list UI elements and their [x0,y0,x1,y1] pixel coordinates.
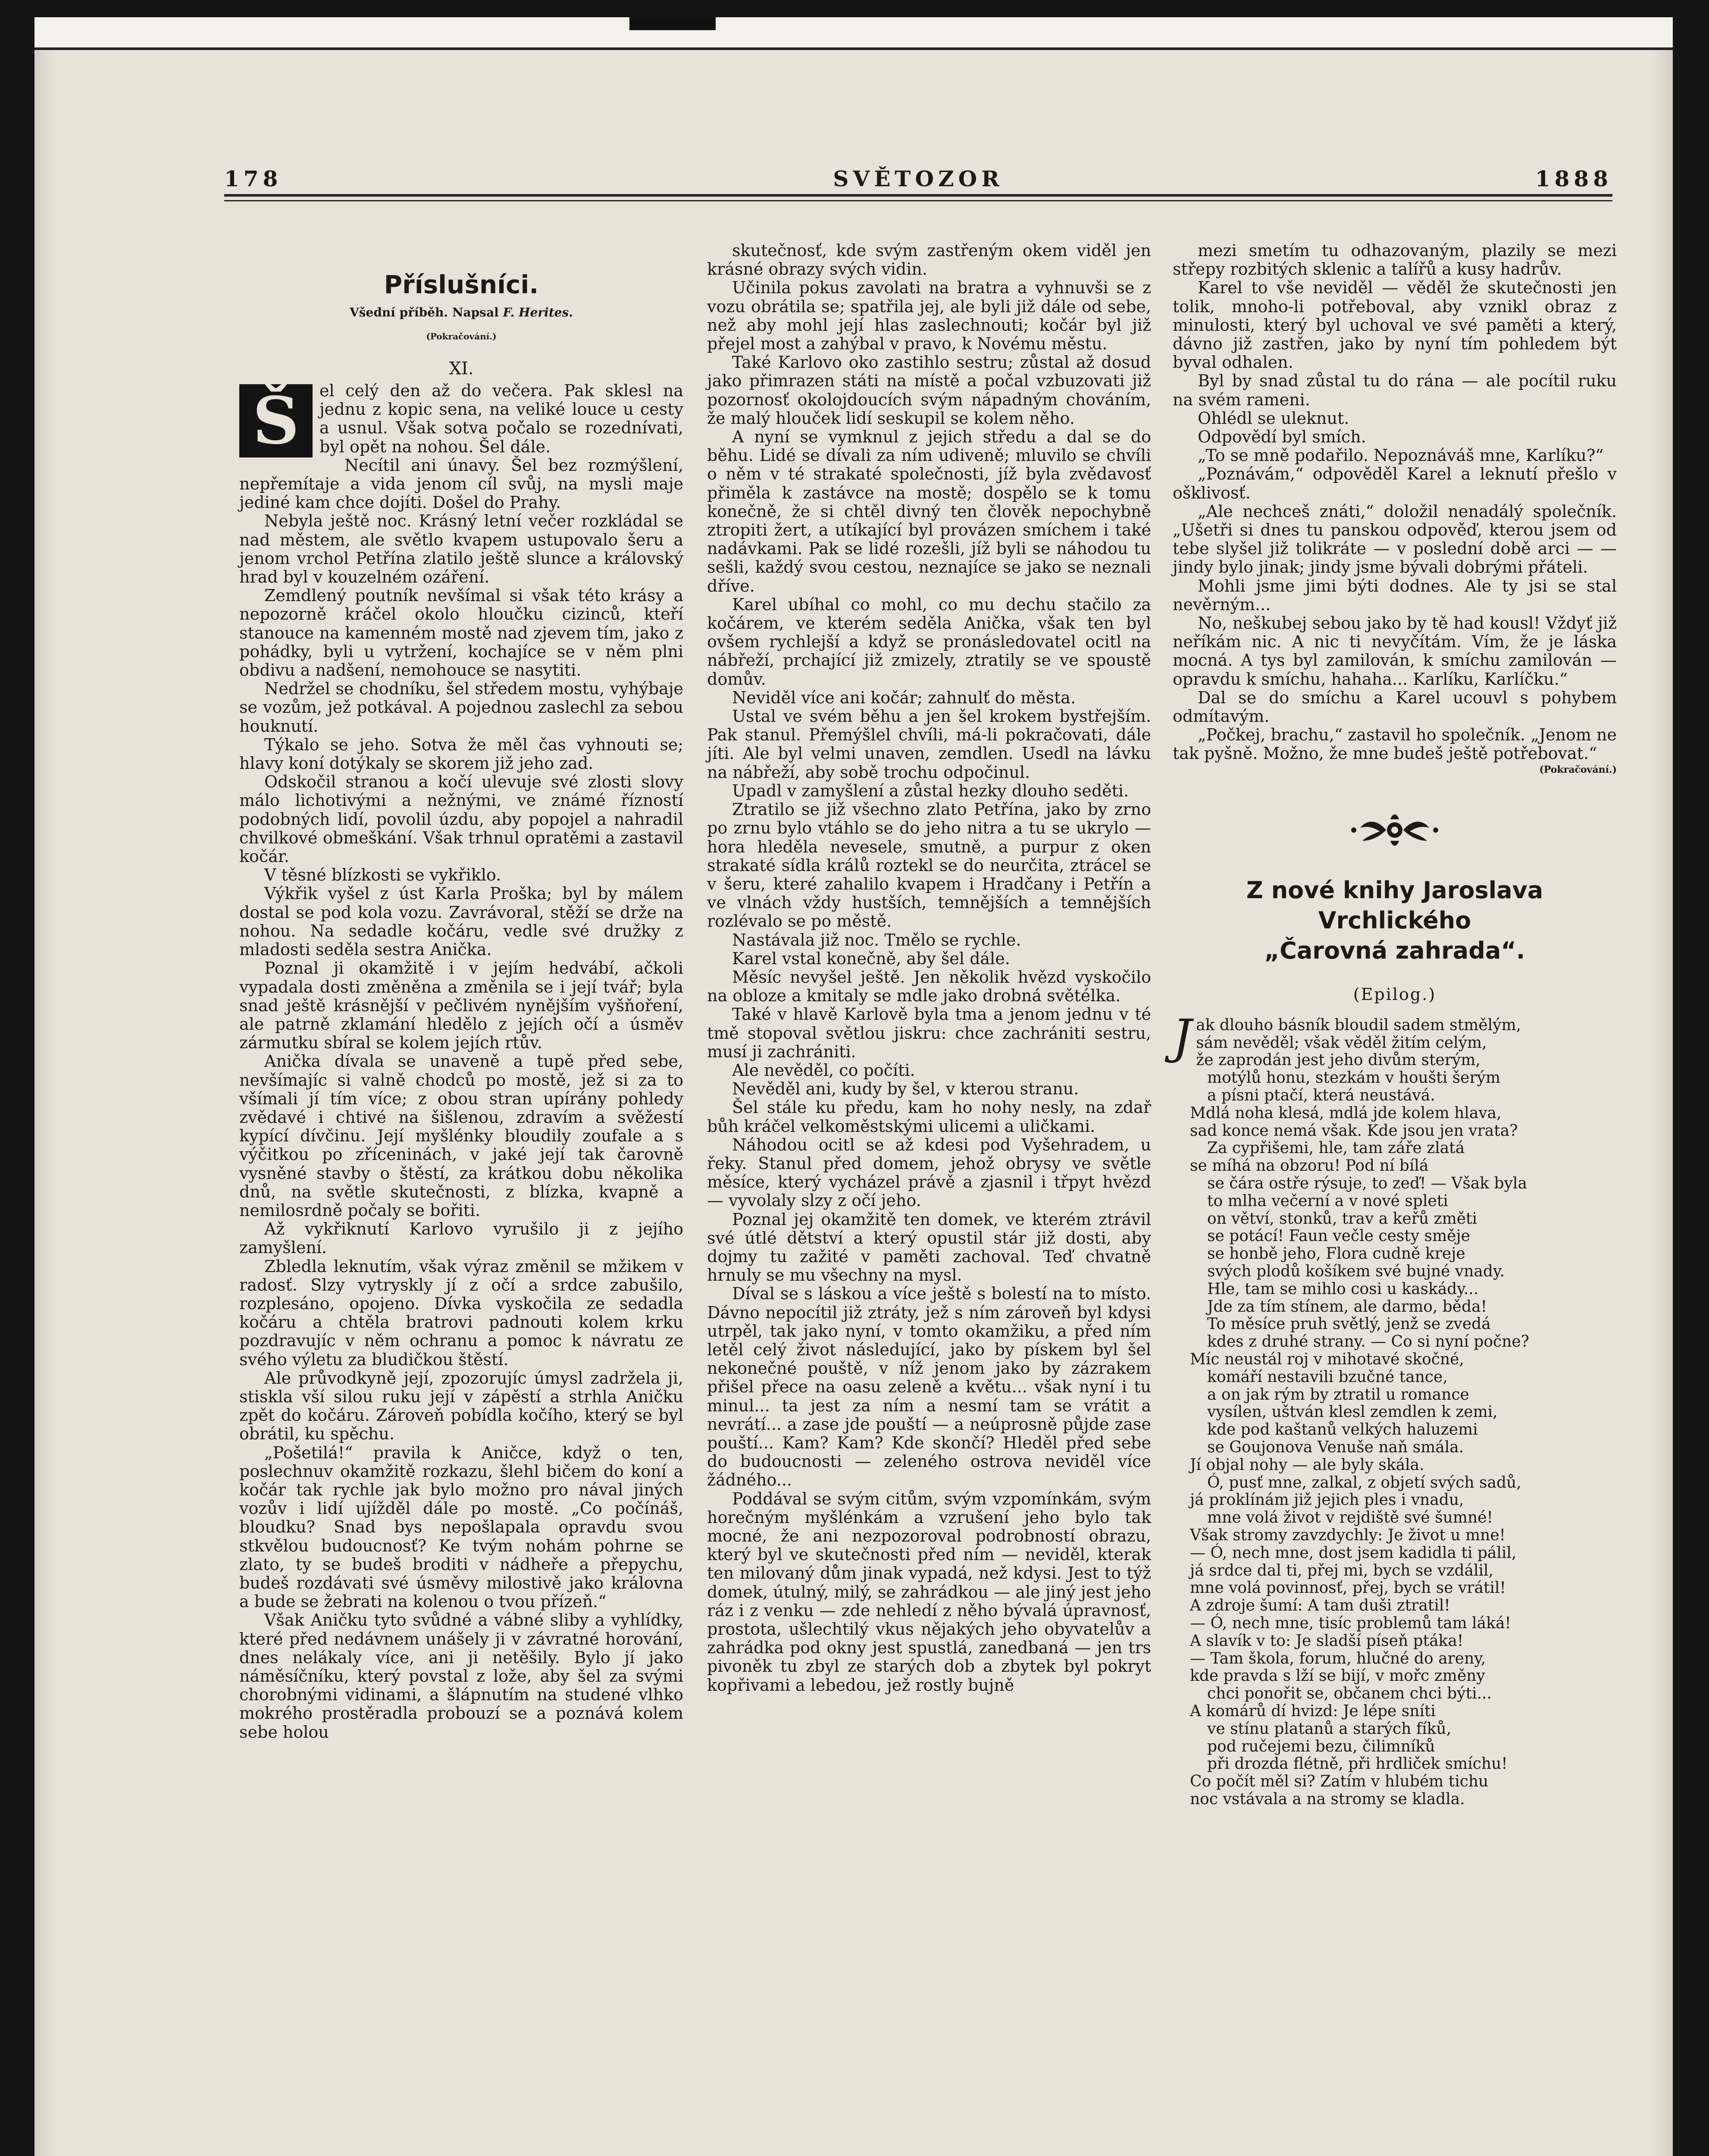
poem-heading-line-1: Z nové knihy Jaroslava Vrchlického [1246,876,1543,934]
paragraph: Poznal jej okamžitě ten domek, ve kterém ztrávil své útlé dětství a který opustil stár již dosti, aby dojmy tu zažité v paměti zachoval. Teď chvatně hrnuly se mu všechny na mysl. [707,1210,1151,1285]
story-title: Příslušníci. [384,270,539,299]
paragraph: Až vykřiknutí Karlovo vyrušilo ji z jejího zamyšlení. [239,1219,683,1257]
story-continuation [1173,241,1617,763]
poem-line: sad konce nemá však. Kde jsou jen vrata? [1190,1122,1518,1140]
poem-line: kde pod kaštanů velkých haluzemi [1207,1421,1478,1439]
decorative-ornament-icon [1343,811,1446,849]
poem-line: sám nevěděl; však věděl žitím celým, [1196,1034,1487,1052]
poem-line: pod ručejemi bezu, čilimníků [1207,1737,1435,1755]
poem-line: se potácí! Faun večle cesty směje [1207,1227,1470,1245]
paragraph: „To se mně podařilo. Nepoznáváš mne, Karlíku?“ [1198,446,1604,465]
story-author: F. Herites. [503,305,573,320]
page-number: 178 [224,166,282,191]
paragraph: mezi smetím tu odhazovaným, plazily se mezi střepy rozbitých sklenic a talířů a kusy hadrův. [1173,241,1617,279]
column-1 [239,241,683,1742]
poem-line: chci ponořit se, občanem chci býti... [1207,1685,1492,1703]
poem-line: — Ó, nech mne, tisíc problemů tam láká! [1190,1614,1511,1632]
poem-line: já srdce dal ti, přej mi, bych se vzdálil, [1190,1561,1493,1579]
poem-subtitle: (Epilog.) [1353,984,1437,1004]
column-3 [1173,241,1617,1808]
poem-line: A slavík v to: Je sladší píseň ptáka! [1190,1632,1464,1650]
poem-line: motýlů honu, stezkám v houšti šerým [1207,1069,1501,1087]
paragraph: Ohlédl se uleknut. [1198,408,1349,428]
chapter-number: XI. [449,359,474,379]
paragraph: Ustal ve svém běhu a jen šel krokem bystřejším. Pak stanul. Přemýšlel chvíli, má-li pokračovati, dále jíti. Ale byl velmi unaven, zemdlen. Usedl na lávku na nábřeží, aby sobě trochu odpočinul. [707,707,1151,782]
newspaper-page [34,17,1673,2156]
poem-line: se Goujonova Venuše naň smála. [1207,1438,1464,1457]
poem-line: vysílen, uštván klesl zemdlen k zemi, [1207,1403,1498,1421]
poem-line: ak dlouho básník bloudil sadem stmělým, [1196,1016,1521,1034]
paragraph: Výkřik vyšel z úst Karla Proška; byl by málem dostal se pod kola vozu. Zavrávoral, stěží se drže na nohou. Na sedadle kočáru, vedle své družky z mladosti seděla sestra Anička. [239,884,683,959]
paragraph: skutečnosť, kde svým zastřeným okem viděl jen krásné obrazy svých vidin. [707,241,1151,279]
poem-line: svých plodů košíkem své bujné vnady. [1207,1263,1505,1281]
poem-line: — Tam škola, forum, hlučné do areny, [1190,1649,1486,1667]
paragraph: Zbledla leknutím, však výraz změnil se mžikem v radosť. Slzy vytryskly jí z očí a srdce zabušilo, rozplesáno, opojeno. Dívka vyskočila ze sedadla kočáru a chtěla bratrovi padnouti kolem krku pozdravujíc v něm ochranu a pomoc k návratu ze svého výletu za bludičkou štěstí. [239,1257,683,1369]
poem-line: Ó, pusť mne, zalkal, z objetí svých sadů, [1207,1473,1521,1492]
header-rule-thin [224,200,1612,201]
paragraph-text: el celý den až do večera. Pak sklesl na jednu z kopic sena, na veliké louce u cesty a usnul. Však sotva počalo se rozednívati, byl opět na nohou. Šel dále. [319,381,683,456]
poem-line: kde pravda s lží se bijí, v mořc změny [1190,1667,1485,1685]
paragraph: Karel vstal konečně, aby šel dále. [732,949,1010,968]
drop-cap-initial: Š [239,384,313,458]
poem-line: a písni ptačí, která neustává. [1207,1087,1435,1105]
page-header [224,166,1612,192]
paragraph: Také v hlavě Karlově byla tma a jenom jednu v té tmě stopoval světlou jiskru: chce zachrániti sestru, musí ji zachrániti. [707,1005,1151,1061]
paragraph: Necítil ani únavy. Šel bez rozmýšlení, nepřemítaje a vida jenom cíl svůj, na mysli maje jediné kam chce dojíti. Došel do Prahy. [239,455,683,512]
paragraph: Nedržel se chodníku, šel středem mostu, vyhýbaje se vozům, jež potkával. A pojednou zaslechl za sebou houknutí. [239,679,683,736]
poem-line: komáří nestavili bzučné tance, [1207,1368,1448,1386]
poem-body [1173,1009,1617,1808]
paragraph: Nebyla ještě noc. Krásný letní večer rozkládal se nad městem, ale světlo kvapem ustupovalo šeru a jenom vrchol Petřína zlatilo ještě slunce a královský hrad byl v kouzelném ozáření. [239,511,683,587]
poem-heading [1173,875,1617,966]
paragraph: Poznal ji okamžitě i v jejím hedvábí, ačkoli vypadala dosti změněna a změnila se i její tvář; byla snad ještě krásnější v pečlivém nynějším vyšňoření, ale patrně zklamání hledělo z jejích očí a úsměv zármutku sbíral se kolem jejích rtův. [239,959,683,1053]
header-rule-thick [224,194,1612,197]
poem-line: To měsíce pruh světlý, jenž se zvedá [1207,1315,1491,1333]
poem-line: Mdlá noha klesá, mdlá jde kolem hlava, [1190,1104,1502,1122]
poem-line: on větví, stonků, trav a keřů změti [1207,1210,1477,1228]
paragraph: Ztratilo se již všechno zlato Petřína, jako by zrno po zrnu bylo vtáhlo se do jeho nitra a tu se ukrylo — hora hleděla nevesele, smutně, a purpur z oken strakaté sídla králů roztekl se do neurčita, ztrácel se v šeru, které zahalilo kvapem i Hradčany i Petřín a ve vlnách vždy hustších, temnějších a temnějších rozlévalo se po městě. [707,800,1151,931]
poem-line: noc vstávala a na stromy se kladla. [1190,1790,1465,1808]
previous-page-edge [34,17,1673,50]
poem-line: při drozda flétně, při hrdliček smíchu! [1207,1755,1508,1773]
poem-line: Hle, tam se mihlo cosi u kaskády... [1207,1280,1479,1298]
poem-line: — Ó, nech mne, dost jsem kadidla ti pálil, [1190,1544,1517,1562]
paragraph: Mohli jsme jimi býti dodnes. Ale ty jsi se stal nevěrným... [1173,576,1617,614]
paragraph: Šel stále ku předu, kam ho nohy nesly, na zdař bůh kráčel velkoměstskými ulicemi a uličkami. [707,1098,1151,1136]
paragraph: Neviděl více ani kočár; zahnulť do města. [732,688,1076,707]
paragraph: Nevěděl ani, kudy by šel, v kterou stranu. [732,1079,1079,1099]
paragraph: Učinila pokus zavolati na bratra a vyhnuvši se z vozu obrátila se; spatřila jej, ale byli již dále od sebe, než aby mohl její hlas zaslechnouti; kočár byl již přejel most a zahýbal v pravo, k Novému městu. [707,278,1151,354]
paragraph: Ale průvodkyně její, zpozorujíc úmysl zadržela ji, stiskla vší silou ruku její v zápěstí a strhla Aničku zpět do kočáru. Zároveň pobídla kočího, který se byl obrátil, ku spěchu. [239,1368,683,1444]
paragraph: Však Aničku tyto svůdné a vábné sliby a vyhlídky, které před nedávnem unášely ji v závratné horování, dnes nelákaly více, ani ji netěšily. Bylo jí jako náměsíčníku, který povstal z lože, aby šel za svými chorobnými vidinami, a šlápnutím na studené vlhko mokrého prostěradla probouzí se a poznává kolem sebe holou [239,1611,683,1742]
story-subtitle-text: Všední příběh. Napsal [350,305,499,320]
paragraph: Náhodou ocitl se až kdesi pod Vyšehradem, u řeky. Stanul před domem, jehož obrysy ve světle měsíce, který vycházel právě a zjasnil i třpyt hvězd — vyvolaly slzy z očí jeho. [707,1135,1151,1210]
poem-line: že zaprodán jest jeho divům sterým, [1196,1051,1481,1069]
paragraph: Byl by snad zůstal tu do rána — ale pocítil ruku na svém rameni. [1173,371,1617,409]
poem-line: Za cypřišemi, hle, tam záře zlatá [1207,1139,1465,1157]
paragraph: Karel to vše neviděl — věděl že skutečnosti jen tolik, mnoho-li potřeboval, aby vznikl obraz z minulosti, který byl uchoval ve své paměti a který, dávno již zastřen, jako by nyní tím pohledem být byval odhalen. [1173,278,1617,372]
poem-line: Však stromy zavzdychly: Je život u mne! [1190,1526,1506,1544]
poem-line: to mlha večerní a v nové spleti [1207,1192,1448,1210]
poem-line: A zdroje šumí: A tam duši ztratil! [1190,1597,1450,1615]
paragraph: Upadl v zamyšlení a zůstal hezky dlouho seděti. [732,781,1129,800]
paragraph: Odpovědí byl smích. [1198,427,1366,447]
paragraph: Karel ubíhal co mohl, co mu dechu stačilo za kočárem, ve kterém seděla Anička, však ten byl ovšem rychlejší a když se pronásledovatel ocitl na nábřeží, prchající již zmizely, ztratily se ve spoustě domův. [707,595,1151,689]
paragraph: „Poznávám,“ odpověděl Karel a leknutí přešlo v ošklivosť. [1173,464,1617,502]
paragraph: Ale nevěděl, co počíti. [732,1060,915,1080]
poem-line: Míc neustál roj v mihotavé skočné, [1190,1351,1464,1369]
paragraph: Díval se s láskou a více ještě s bolestí na to místo. Dávno nepocítil již ztráty, jež s ním zároveň byl kdysi utrpěl, tak jako nyní, v tomto okamžiku, a před ním letěl celý život následující, jako by pískem byl šel nekonečné pouště, v níž jenom jako by zázrakem přišel přece na oasu zeleně a květu... však nyní i tu minul... ta jest za ním a nesmí tam se vrátit a nevrátí... a zase jde pouští — a neúprosně půjde zase pouští... Kam? Kam? Kde skončí? Hleděl před sebe do budoucnosti — zeleného ostrova neviděl více žádného... [707,1284,1151,1490]
poem-line: a on jak rým by ztratil u romance [1207,1385,1469,1404]
paragraph: No, neškubej sebou jako by tě had kousl! Vždyť již neříkám nic. A nic ti nevyčítám. Vím, že je láska mocná. A tys byl zamilován, k smíchu zamilován — opravdu k smíchu, hahaha... Karlíku, Karlíčku.“ [1173,614,1617,689]
poem-line: Jde za tím stínem, ale darmo, běda! [1207,1297,1487,1316]
poem-line: mne volá povinnosť, přej, bych se vrátil! [1190,1579,1506,1597]
journal-title: SVĚTOZOR [833,166,1004,191]
paragraph: „Pošetilá!“ pravila k Aničce, když o ten, poslechnuv okamžitě rozkazu, šlehl bičem do koní a kočár tak rychle jak bylo možno pro nával jiných vozův i lidí ujížděl dále po mostě. „Co počínáš, bloudku? Snad bys nepošlapala opravdu svou stkvělou budoucnosť? Ke tvým nohám pohrne se zlato, ty se budeš broditi v nádheře a přepychu, budeš rozdávati své úsměvy milostivě jako královna a bude se žebrati na kolenou o tvou přízeň.“ [239,1443,683,1611]
paragraph: V těsné blízkosti se vykřiklo. [264,865,501,885]
paragraph: Také Karlovo oko zastihlo sestru; zůstal až dosud jako přimrazen státi na místě a počal vzbuzovati již pozornosť okolojdoucích svým nápadným chováním, že malý hlouček lidí seskupil se kolem něho. [707,353,1151,428]
poem-line: se míhá na obzoru! Pod ní bílá [1190,1157,1429,1175]
paragraph: Měsíc nevyšel ještě. Jen několik hvězd vyskočilo na obloze a kmitaly se mdle jako drobná světélka. [707,967,1151,1006]
poem-line: A komárů dí hvizd: Je lépe sníti [1190,1702,1436,1720]
paragraph: Zemdlený poutník nevšímal si však této krásy a nepozorně kráčel okolo hloučku cizinců, kteří stanouce na kamenném mostě nad zjevem tím, jako z pohádky, byli u vytržení, kochajíce se v něm plni obdivu a nadšení, nemohouce se nasytiti. [239,586,683,680]
paragraph: Poddával se svým citům, svým vzpomínkám, svým horečným myšlénkám a vzrušení jeho bylo tak mocné, že ani nezpozoroval podrobností obrazu, který byl ve skutečnosti před ním — neviděl, kterak ten milovaný dům jinak vypadá, než kdysi. Jest to týž domek, útulný, milý, se zahrádkou — ale jiný jest jeho ráz i z venku — zde nehledí z něho bývalá úpravnosť, prostota, ušlechtilý vkus nějakých jeho obyvatelův a zahrádka pod okny jest spustlá, zanedbaná — jen trs pivoněk tu zbyl ze starých dob a zbytek byl pokryt kopřivami a lebedou, jež rostly bujně [707,1489,1151,1695]
paragraph: Odskočil stranou a kočí ulevuje své zlosti slovy málo lichotivými a nežnými, ve známé řízností podobných lidí, povolil úzdu, aby popojel a nahradil chvilkové obmeškání. Však trhnul opratěmi a zastavil kočár. [239,772,683,866]
paragraph: Dal se do smíchu a Karel ucouvl s pohybem odmítavým. [1173,688,1617,726]
column-2 [707,241,1151,1695]
poem-line: ve stínu platanů a starých fíků, [1207,1720,1452,1738]
binding-notch [629,17,716,30]
poem-line: se honbě jeho, Flora cudně kreje [1207,1245,1465,1263]
poem-line: Co počít měl si? Zatím v hlubém tichu [1190,1773,1489,1791]
story-subtitle [239,304,683,321]
paragraph: A nyní se vymknul z jejich středu a dal se do běhu. Lidé se dívali za ním udiveně; mluvilo se chvíli o něm v té strakaté společnosti, jíž byla zvědavosť přiměla k zastávce na mostě; dospělo se k tomu konečně, že si chtěl divný ten člověk nepochybně ztropiti žert, a utíkající byl provázen smíchem i také nadávkami. Pak se lidé rozešli, jíž byli se náhodou tu sešli, každý svou cestou, neznajíce se jako se neznali dříve. [707,427,1151,595]
poem-line: se čára ostře rýsuje, to zeď! — Však byla [1207,1175,1527,1193]
continuation-label-end: (Pokračování.) [1539,764,1617,775]
poem-line: mne volá život v rejdiště své šumné! [1207,1509,1493,1527]
poem-line: já proklínám již jejich ples i vnadu, [1190,1491,1464,1509]
poem-line: kdes z druhé strany. — Co si nyní počne? [1207,1333,1529,1351]
year: 1888 [1535,166,1612,191]
poem-initial: J [1173,1009,1192,1064]
story-body [239,382,683,1742]
paragraph: Anička dívala se unaveně a tupě před sebe, nevšímajíc si valně chodců po mostě, jež si za to všímali jí tím více; z obou stran upírány pohledy zvědavé i chtivé na šišlenou, zdravím a svěžestí kypící dívčinu. Její myšlénky bloudily zoufale a s výčitkou po zříceninách, v jaké její tak čarovně vysněné stavby o štěstí, za krátkou dobu několika dnů, na světle skutečnosti, z blízka, kvapně a nemilosrdně počaly se bořiti. [239,1052,683,1220]
paragraph: Nastávala již noc. Tmělo se rychle. [732,930,1021,950]
poem-line: Jí objal nohy — ale byly skála. [1190,1456,1424,1474]
first-paragraph [239,381,683,459]
paragraph: Týkalo se jeho. Sotva že měl čas vyhnouti se; hlavy koní dotýkaly se skorem již jeho zad. [239,735,683,773]
poem-heading-line-2: „Čarovná zahrada“. [1264,937,1525,964]
continuation-label: (Pokračování.) [426,331,497,342]
paragraph: „Ale nechceš znáti,“ doložil nenadálý společník. „Ušetři si dnes tu panskou odpověď, kterou jsem od tebe slyšel již tolikráte — v poslední době arci — — jindy bylo jinak; jindy jsme bývali dobrými přáteli. [1173,501,1617,577]
paragraph: „Počkej, brachu,“ zastavil ho společník. „Jenom ne tak pyšně. Možno, že mne budeš ještě potřebovat.“ [1173,725,1617,763]
